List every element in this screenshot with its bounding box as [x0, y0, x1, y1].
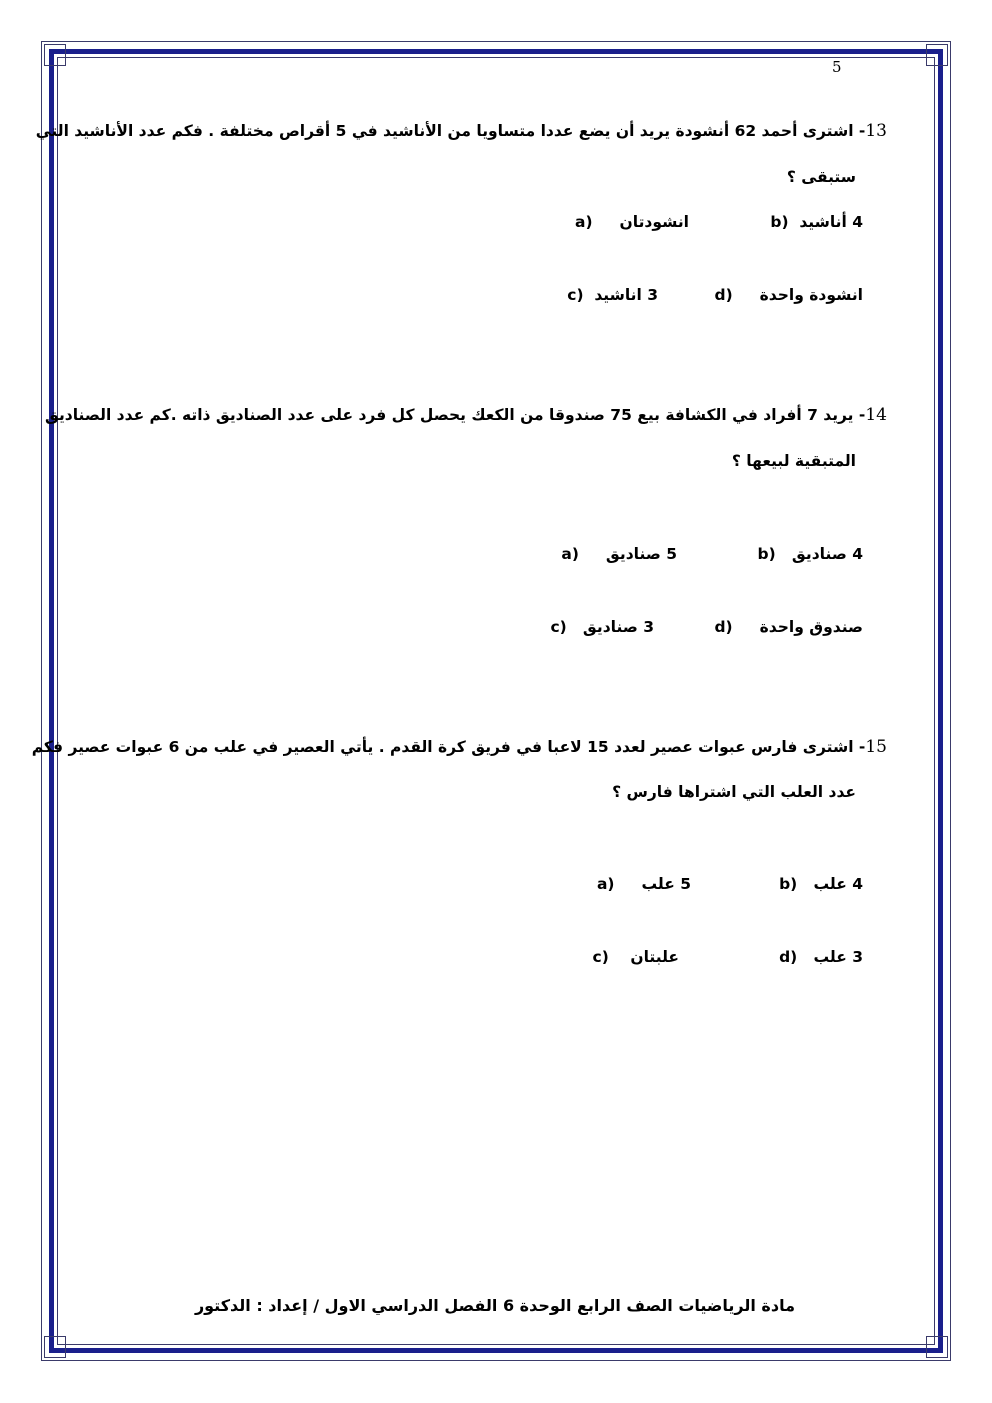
choice-letter: c): [567, 286, 584, 304]
question-14-line1: 14- يريد 7 أفراد في الكشافة بيع 75 صندوقا من الكعك يحصل كل فرد على عدد الصناديق ذاته .كم عدد الصناديق: [44, 405, 887, 425]
question-text: يريد 7 أفراد في الكشافة بيع 75 صندوقا من الكعك يحصل كل فرد على عدد الصناديق ذاته .كم عدد الصناديق: [44, 406, 854, 424]
choice-13-c[interactable]: [567, 286, 658, 304]
border-corner-ornament: [926, 1336, 948, 1358]
choice-text: 3 علب: [813, 948, 863, 966]
choice-text: 4 أناشيد: [799, 213, 863, 231]
choice-letter: a): [575, 213, 593, 231]
page-number: 5: [832, 58, 842, 76]
choice-text: صندوق واحدة: [759, 618, 863, 636]
choice-15-b[interactable]: [779, 875, 863, 893]
choice-letter: c): [592, 948, 609, 966]
question-15-line1: 15- اشترى فارس عبوات عصير لعدد 15 لاعبا في فريق كرة القدم . يأتي العصير في علب من 6 عبوات عصير فكم: [31, 737, 887, 757]
choice-13-a[interactable]: [575, 213, 689, 231]
choice-letter: a): [561, 545, 579, 563]
choice-text: 5 علب: [641, 875, 691, 893]
choice-text: 4 علب: [813, 875, 863, 893]
question-14-line2: المتبقية لبيعها ؟: [731, 452, 856, 470]
question-number: 14: [865, 405, 887, 425]
choice-15-a[interactable]: [597, 875, 691, 893]
choice-letter: a): [596, 875, 615, 893]
choice-15-d[interactable]: [779, 948, 863, 966]
choice-13-b[interactable]: [770, 213, 863, 231]
choice-letter: d): [714, 286, 733, 304]
choice-text: 3 اناشيد: [594, 286, 658, 304]
choice-letter: b): [757, 545, 776, 563]
question-15-line2: عدد العلب التي اشتراها فارس ؟: [612, 783, 856, 801]
page-footer: مادة الرياضيات الصف الرابع الوحدة 6 الفصل الدراسي الاول / إعداد : الدكتور: [194, 1296, 795, 1315]
border-corner-ornament: [44, 44, 66, 66]
question-number: 13: [865, 121, 887, 141]
choice-14-d[interactable]: [714, 618, 863, 636]
choice-text: 5 صناديق: [605, 545, 677, 563]
question-13-line1: 13- اشترى أحمد 62 أنشودة يريد أن يضع عددا متساويا من الأناشيد في 5 أقراص مختلفة . فكم عدد الأناشيد التي: [35, 121, 887, 141]
choice-text: علبتان: [630, 948, 679, 966]
choice-14-c[interactable]: [550, 618, 654, 636]
choice-13-d[interactable]: [714, 286, 863, 304]
question-text: اشترى فارس عبوات عصير لعدد 15 لاعبا في فريق كرة القدم . يأتي العصير في علب من 6 عبوات عصير فكم: [31, 738, 854, 756]
choice-letter: b): [770, 213, 789, 231]
choice-letter: b): [779, 875, 798, 893]
choice-15-c[interactable]: [593, 948, 680, 966]
question-number: 15: [865, 737, 887, 757]
border-corner-ornament: [926, 44, 948, 66]
choice-text: 4 صناديق: [791, 545, 863, 563]
choice-letter: c): [550, 618, 567, 636]
choice-text: انشودتان: [619, 213, 689, 231]
page-border-inner: [57, 57, 935, 1345]
choice-14-a[interactable]: [561, 545, 677, 563]
question-text: اشترى أحمد 62 أنشودة يريد أن يضع عددا متساويا من الأناشيد في 5 أقراص مختلفة . فكم عدد الأناشيد التي: [35, 122, 854, 140]
question-13-line2: ستبقى ؟: [786, 168, 856, 186]
choice-text: 3 صناديق: [582, 618, 654, 636]
choice-letter: d): [714, 618, 733, 636]
choice-letter: d): [779, 948, 798, 966]
border-corner-ornament: [44, 1336, 66, 1358]
choice-text: انشودة واحدة: [759, 286, 863, 304]
choice-14-b[interactable]: [758, 545, 863, 563]
